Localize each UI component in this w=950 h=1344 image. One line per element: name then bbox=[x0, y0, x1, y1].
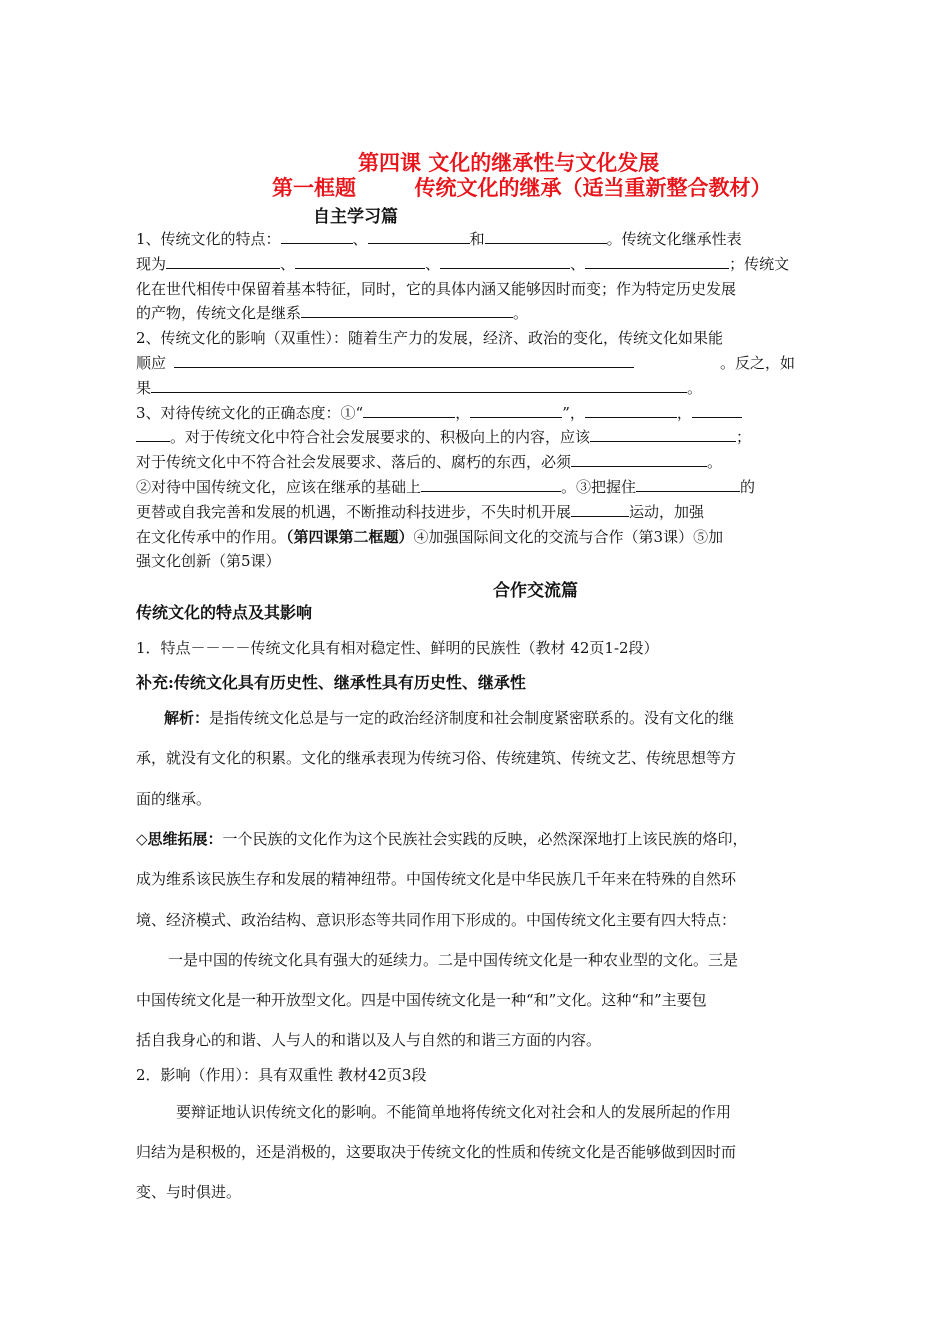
dialectic-line-1: 要辩证地认识传统文化的影响。不能简单地将传统文化对社会和人的发展所起的作用 bbox=[176, 1103, 732, 1121]
four-features-line-2: 中国传统文化是一种开放型文化。四是中国传统文化是一种“和”文化。这种“和”主要包 bbox=[136, 991, 707, 1009]
supplement-line: 补充:传统文化具有历史性、继承性具有历史性、继承性 bbox=[136, 673, 526, 692]
fill-blank[interactable] bbox=[636, 476, 740, 492]
fill-blank[interactable] bbox=[421, 476, 561, 492]
fill-blank[interactable] bbox=[295, 253, 425, 269]
analysis-line-1: 解析：是指传统文化总是与一定的政治经济制度和社会制度紧密联系的。没有文化的继 bbox=[164, 709, 735, 727]
q3-line-4: ②对待中国传统文化，应该在继承的基础上 。③把握住 的 bbox=[136, 478, 756, 496]
fill-blank[interactable] bbox=[571, 501, 629, 517]
fill-blank[interactable] bbox=[166, 253, 280, 269]
lesson-title: 第四课 文化的继承性与文化发展 bbox=[358, 150, 660, 175]
extend-line-2: 成为维系该民族生存和发展的精神纽带。中国传统文化是中华民族几千年来在特殊的自然环 bbox=[136, 870, 737, 888]
analysis-line-3: 面的继承。 bbox=[136, 790, 212, 808]
fill-blank[interactable] bbox=[136, 426, 170, 442]
analysis-line-2: 承，就没有文化的积累。文化的继承表现为传统习俗、传统建筑、传统文艺、传统思想等方 bbox=[136, 749, 737, 767]
frame-title: 第一框题 传统文化的继承（适当重新整合教材） bbox=[272, 175, 772, 200]
q1-line-3: 化在世代相传中保留着基本特征，同时，它的具体内涵又能够因时而变；作为特定历史发展 bbox=[136, 280, 737, 298]
fill-blank[interactable] bbox=[301, 302, 513, 318]
q2-line-2: 顺应 。反之，如 bbox=[136, 354, 796, 372]
item-2-influence: 2．影响（作用）：具有双重性 教材42页3段 bbox=[136, 1066, 427, 1084]
q2-line-1: 2、传统文化的影响（双重性）：随着生产力的发展，经济、政治的变化，传统文化如果能 bbox=[136, 329, 724, 347]
q3-line-3: 对于传统文化中不符合社会发展要求、落后的、腐朽的东西，必须 。 bbox=[136, 453, 723, 471]
q3-line-5: 更替或自我完善和发展的机遇，不断推动科技进步，不失时机开展 运动，加强 bbox=[136, 503, 705, 521]
fill-blank[interactable] bbox=[151, 377, 687, 393]
fill-blank[interactable] bbox=[590, 426, 736, 442]
extend-line-3: 境、经济模式、政治结构、意识形态等共同作用下形成的。中国传统文化主要有四大特点： bbox=[136, 911, 737, 929]
q3-line-7: 强文化创新（第5课） bbox=[136, 552, 281, 570]
fill-blank[interactable] bbox=[440, 253, 570, 269]
dialectic-line-3: 变、与时俱进。 bbox=[136, 1183, 242, 1201]
fill-blank[interactable] bbox=[585, 253, 729, 269]
q1-line-2: 现为 、 、 、 ；传统文 bbox=[136, 255, 790, 273]
q1-line-4: 的产物，传统文化是继系 。 bbox=[136, 304, 529, 322]
cooperation-subheading: 传统文化的特点及其影响 bbox=[136, 603, 313, 622]
self-study-heading: 自主学习篇 bbox=[313, 207, 398, 227]
fill-blank[interactable] bbox=[692, 402, 742, 418]
extend-line-1: ◇思维拓展：一个民族的文化作为这个民族社会实践的反映，必然深深地打上该民族的烙印， bbox=[136, 830, 748, 848]
q2-line-3: 果 。 bbox=[136, 379, 703, 397]
fill-blank[interactable] bbox=[585, 402, 677, 418]
fill-blank[interactable] bbox=[368, 228, 470, 244]
dialectic-line-2: 归结为是积极的，还是消极的，这要取决于传统文化的性质和传统文化是否能够做到因时而 bbox=[136, 1143, 737, 1161]
fill-blank[interactable] bbox=[363, 402, 455, 418]
fill-blank[interactable] bbox=[571, 451, 707, 467]
fill-blank[interactable] bbox=[470, 402, 562, 418]
four-features-line-1: 一是中国的传统文化具有强大的延续力。二是中国传统文化是一种农业型的文化。三是 bbox=[168, 951, 739, 969]
four-features-line-3: 括自我身心的和谐、人与人的和谐以及人与自然的和谐三方面的内容。 bbox=[136, 1031, 602, 1049]
q3-line-6: 在文化传承中的作用。（第四课第二框题）④加强国际间文化的交流与合作（第3课）⑤加 bbox=[136, 528, 724, 546]
q1-line-1: 1、传统文化的特点： 、 和 。传统文化继承性表 bbox=[136, 230, 742, 248]
item-1-features: 1．特点－－－－传统文化具有相对稳定性、鲜明的民族性（教材 42页1-2段） bbox=[136, 639, 659, 657]
fill-blank[interactable] bbox=[281, 228, 353, 244]
q3-line-2: 。对于传统文化中符合社会发展要求的、积极向上的内容，应该 ； bbox=[136, 425, 816, 449]
q3-line-1: 3、对待传统文化的正确态度：①“ ， ”， ， bbox=[136, 401, 816, 425]
fill-blank[interactable] bbox=[174, 352, 634, 368]
fill-blank[interactable] bbox=[485, 228, 607, 244]
cooperation-heading: 合作交流篇 bbox=[493, 581, 578, 601]
